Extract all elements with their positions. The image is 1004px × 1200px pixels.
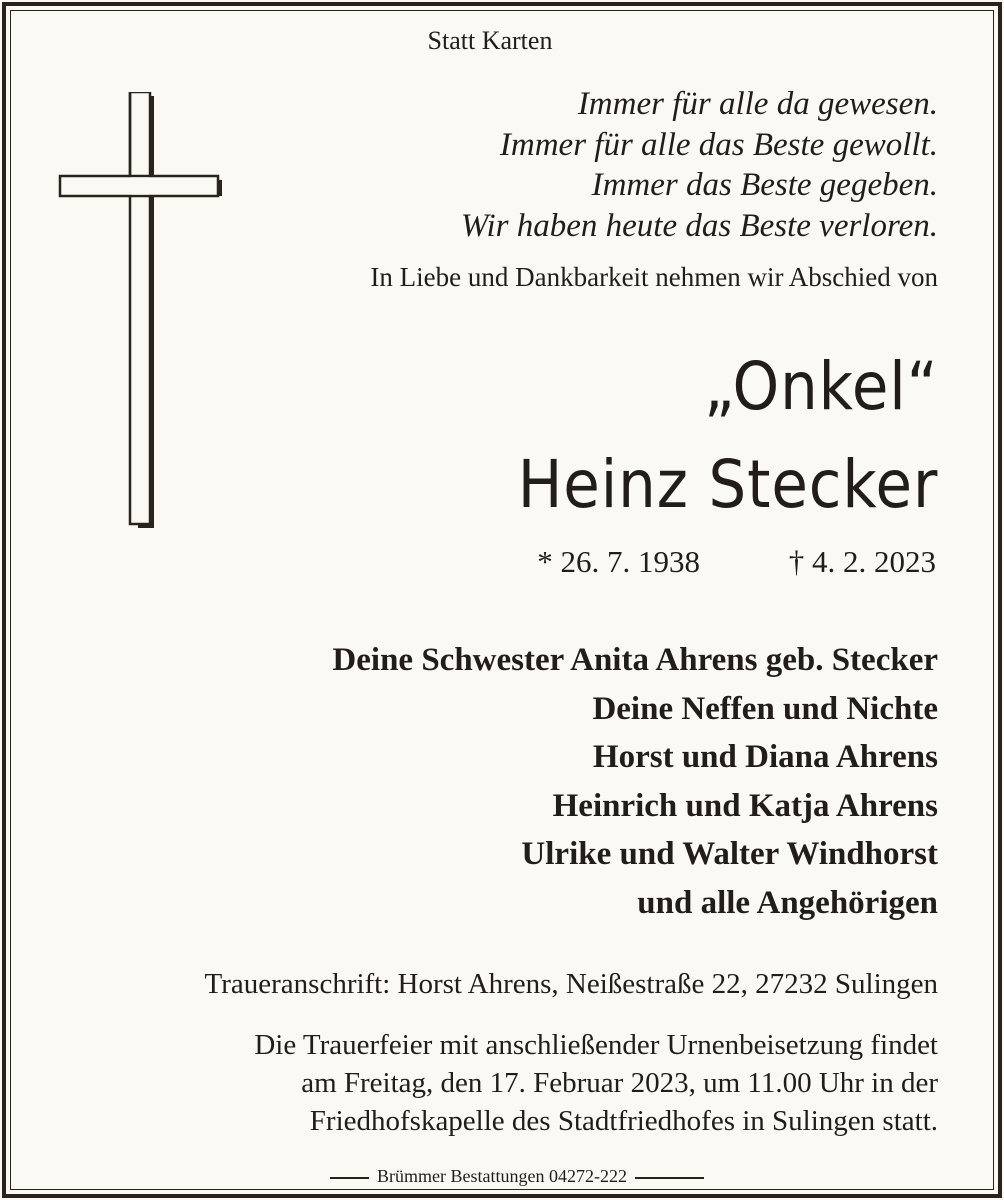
mourner-line: Deine Neffen und Nichte [592,690,938,727]
intro-text: In Liebe und Dankbarkeit nehmen wir Abschied von [370,262,938,292]
poem [461,84,938,246]
service-line: Friedhofskapelle des Stadtfriedhofes in Sulingen statt. [309,1105,938,1137]
poem-line: Immer für alle da gewesen. [577,86,938,122]
service-line: am Freitag, den 17. Februar 2023, um 11.00 Uhr in der [301,1067,938,1099]
death-date: † 4. 2. 2023 [788,544,936,579]
mourners-list [332,636,938,927]
deceased-name: Heinz Stecker [517,446,938,523]
mourning-address: Traueranschrift: Horst Ahrens, Neißestraße 22, 27232 Sulingen [204,968,938,1000]
service-info [254,1026,938,1140]
poem-line: Immer für alle das Beste gewollt. [499,126,938,163]
mourner-line: und alle Angehörigen [637,884,938,921]
birth-date: * 26. 7. 1938 [537,544,700,579]
deceased-nickname: „Onkel“ [703,348,938,425]
poem-line: Wir haben heute das Beste verloren. [460,207,938,244]
mourner-line: Deine Schwester Anita Ahrens geb. Stecker [332,642,938,678]
mourner-line: Heinrich und Katja Ahrens [552,787,938,824]
mourner-line: Ulrike und Walter Windhorst [521,836,938,872]
poem-line: Immer das Beste gegeben. [591,167,938,203]
service-line: Die Trauerfeier mit anschließender Urnenbeisetzung findet [254,1029,938,1061]
funeral-home-credit: Brümmer Bestattungen 04272-222 [369,1166,635,1186]
statt-karten-heading: Statt Karten [427,26,553,55]
footer [0,1166,1004,1187]
cross-icon [58,92,228,532]
mourner-line: Horst und Diana Ahrens [592,739,938,775]
